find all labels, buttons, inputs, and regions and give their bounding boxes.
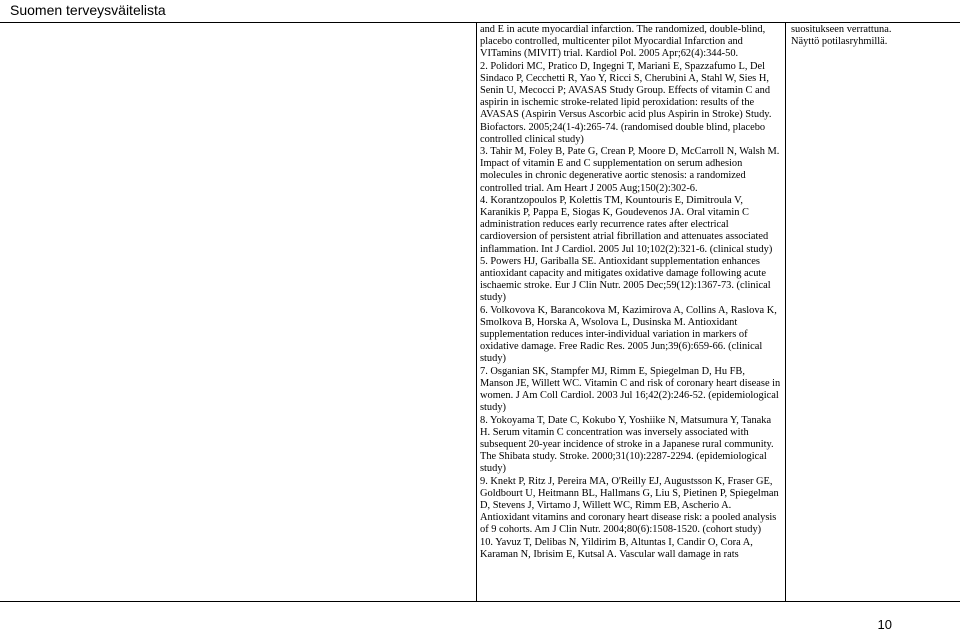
reference-item: 3. Tahir M, Foley B, Pate G, Crean P, Moore D, McCarroll N, Walsh M. Impact of vitamin E and C supplementation on serum adhesion molecules in chronic degenerative aortic stenosis: a randomized controlled trial. Am Heart J 2005 Aug;150(2):302-6. — [480, 146, 780, 194]
empty-left-column — [0, 22, 477, 602]
reference-item: 4. Korantzopoulos P, Kolettis TM, Kountouris E, Dimitroula V, Karanikis P, Pappa E, Siogas K, Goudevenos JA. Oral vitamin C administration reduces early recurrence rates after electrical cardioversion of persistent atrial fibrillation and attenuates associated inflammation. Int J Cardiol. 2005 Jul 10;102(2):321-6. (clinical study) — [480, 194, 773, 255]
page-header-title: Suomen terveysväitelista — [10, 2, 166, 18]
reference-item: and E in acute myocardial infarction. The randomized, double-blind, placebo controlled, multicenter pilot Myocardial Infarction and VITamins (MIVIT) trial. Kardiol Pol. 2005 Apr;62(4):344-50. — [480, 24, 766, 60]
reference-item: 6. Volkovova K, Barancokova M, Kazimirova A, Collins A, Raslova K, Smolkova B, Horska A, Wsolova L, Dusinska M. Antioxidant supplementation reduces inter-individual variation in markers of oxidative damage. Free Radic Res. 2005 Jun;39(6):659-66. (clinical study) — [480, 304, 777, 365]
reference-item: 10. Yavuz T, Delibas N, Yildirim B, Altuntas I, Candir O, Cora A, Karaman N, Ibrisim E, Kutsal A. Vascular wall damage in rats — [480, 536, 753, 560]
reference-item: 5. Powers HJ, Gariballa SE. Antioxidant supplementation enhances antioxidant capacity and mitigates oxidative damage following acute ischaemic stroke. Eur J Clin Nutr. 2005 Dec;59(12):1367-73. (clinical study) — [480, 255, 771, 304]
reference-item: 7. Osganian SK, Stampfer MJ, Rimm E, Spiegelman D, Hu FB, Manson JE, Willett WC. Vitamin C and risk of coronary heart disease in women. J Am Coll Cardiol. 2003 Jul 16;42(2):246-52. (epidemiological study) — [480, 365, 781, 414]
page-number: 10 — [877, 617, 892, 632]
conclusion-text — [786, 23, 960, 48]
reference-item: 2. Polidori MC, Pratico D, Ingegni T, Mariani E, Spazzafumo L, Del Sindaco P, Cecchetti R, Yao Y, Ricci S, Cherubini A, Stahl W, Sies H, Senin U, Mecocci P; AVASAS Study Group. Effects of vitamin C and aspirin in ischemic stroke-related lipid peroxidation: results of the AVASAS (Aspirin Versus Ascorbic acid plus Aspirin in Stroke) Study. Biofactors. 2005;24(1-4):265-74. (randomised double blind, placebo controlled clinical study) — [480, 60, 772, 145]
conclusion-column — [786, 22, 960, 602]
reference-item: 8. Yokoyama T, Date C, Kokubo Y, Yoshiike N, Matsumura Y, Tanaka H. Serum vitamin C concentration was inversely associated with subsequent 20-year incidence of stroke in a Japanese rural community. The Shibata study. Stroke. 2000;31(10):2287-2294. (epidemiological study) — [480, 414, 774, 475]
reference-item: 9. Knekt P, Ritz J, Pereira MA, O'Reilly EJ, Augustsson K, Fraser GE, Goldbourt U, Heitmann BL, Hallmans G, Liu S, Pietinen P, Spiegelman D, Stevens J, Virtamo J, Willett WC, Rimm EB, Ascherio A. Antioxidant vitamins and coronary heart disease risk: a pooled analysis of 9 cohorts. Am J Clin Nutr. 2004;80(6):1508-1520. (cohort study) — [480, 475, 779, 536]
conclusion-line: Näyttö potilasryhmillä. — [791, 36, 888, 48]
conclusion-line: suositukseen verrattuna. — [791, 24, 892, 35]
references-column — [477, 22, 786, 602]
references-list — [477, 23, 785, 561]
